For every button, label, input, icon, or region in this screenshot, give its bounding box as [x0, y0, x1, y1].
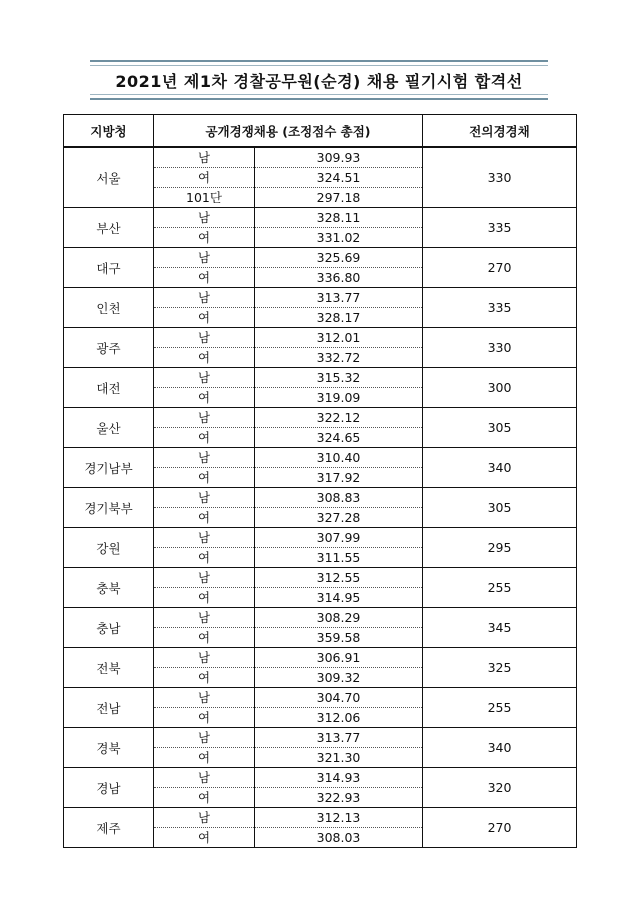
gender-label: 여 [154, 588, 255, 608]
cutoff-score: 325.69 [255, 248, 423, 268]
table-row [64, 488, 577, 508]
cutoff-score: 304.70 [255, 688, 423, 708]
cutoff-score: 312.13 [255, 808, 423, 828]
cutoff-score: 322.93 [255, 788, 423, 808]
gender-label: 남 [154, 528, 255, 548]
transfer-score: 270 [423, 248, 577, 288]
cutoff-score: 332.72 [255, 348, 423, 368]
table-row [64, 808, 577, 828]
cutoff-score: 359.58 [255, 628, 423, 648]
transfer-score: 270 [423, 808, 577, 848]
transfer-score: 320 [423, 768, 577, 808]
cutoff-score: 308.83 [255, 488, 423, 508]
cutoff-table [63, 114, 577, 848]
table-row [64, 328, 577, 348]
gender-label: 여 [154, 468, 255, 488]
cutoff-score: 309.93 [255, 147, 423, 168]
transfer-score: 345 [423, 608, 577, 648]
cutoff-score: 313.77 [255, 728, 423, 748]
table-row [64, 648, 577, 668]
table-row [64, 688, 577, 708]
cutoff-score: 313.77 [255, 288, 423, 308]
cutoff-score: 331.02 [255, 228, 423, 248]
region-name: 부산 [64, 208, 154, 248]
gender-label: 남 [154, 208, 255, 228]
header-region: 지방청 [64, 115, 154, 148]
table-header-row [64, 115, 577, 148]
gender-label: 남 [154, 808, 255, 828]
transfer-score: 305 [423, 488, 577, 528]
gender-label: 101단 [154, 188, 255, 208]
cutoff-score: 308.03 [255, 828, 423, 848]
gender-label: 남 [154, 488, 255, 508]
table-row [64, 728, 577, 748]
gender-label: 남 [154, 147, 255, 168]
gender-label: 남 [154, 728, 255, 748]
transfer-score: 335 [423, 288, 577, 328]
region-name: 전남 [64, 688, 154, 728]
gender-label: 여 [154, 668, 255, 688]
table-row [64, 368, 577, 388]
gender-label: 남 [154, 328, 255, 348]
table-row [64, 528, 577, 548]
region-name: 경남 [64, 768, 154, 808]
cutoff-score: 314.95 [255, 588, 423, 608]
gender-label: 여 [154, 228, 255, 248]
cutoff-score: 312.06 [255, 708, 423, 728]
table-row [64, 248, 577, 268]
cutoff-score: 297.18 [255, 188, 423, 208]
cutoff-score: 307.99 [255, 528, 423, 548]
region-name: 강원 [64, 528, 154, 568]
page-title: 2021년 제1차 경찰공무원(순경) 채용 필기시험 합격선 [115, 71, 523, 91]
table-row [64, 768, 577, 788]
gender-label: 여 [154, 348, 255, 368]
table-row [64, 208, 577, 228]
region-name: 인천 [64, 288, 154, 328]
table-row [64, 568, 577, 588]
transfer-score: 340 [423, 448, 577, 488]
cutoff-score: 328.17 [255, 308, 423, 328]
header-transfer-recruitment: 전의경경채 [423, 115, 577, 148]
region-name: 대전 [64, 368, 154, 408]
table-row [64, 288, 577, 308]
cutoff-score: 328.11 [255, 208, 423, 228]
cutoff-score: 308.29 [255, 608, 423, 628]
gender-label: 여 [154, 268, 255, 288]
gender-label: 남 [154, 568, 255, 588]
gender-label: 남 [154, 368, 255, 388]
cutoff-score: 322.12 [255, 408, 423, 428]
gender-label: 여 [154, 308, 255, 328]
region-name: 울산 [64, 408, 154, 448]
transfer-score: 340 [423, 728, 577, 768]
region-name: 전북 [64, 648, 154, 688]
region-name: 제주 [64, 808, 154, 848]
cutoff-score: 324.51 [255, 168, 423, 188]
gender-label: 여 [154, 388, 255, 408]
gender-label: 여 [154, 508, 255, 528]
gender-label: 남 [154, 648, 255, 668]
region-name: 충북 [64, 568, 154, 608]
transfer-score: 255 [423, 688, 577, 728]
cutoff-score: 310.40 [255, 448, 423, 468]
cutoff-score: 317.92 [255, 468, 423, 488]
gender-label: 여 [154, 748, 255, 768]
cutoff-score: 319.09 [255, 388, 423, 408]
gender-label: 남 [154, 248, 255, 268]
transfer-score: 335 [423, 208, 577, 248]
transfer-score: 330 [423, 147, 577, 208]
cutoff-score: 312.55 [255, 568, 423, 588]
gender-label: 남 [154, 768, 255, 788]
gender-label: 남 [154, 448, 255, 468]
region-name: 광주 [64, 328, 154, 368]
region-name: 서울 [64, 147, 154, 208]
cutoff-score: 315.32 [255, 368, 423, 388]
cutoff-score: 311.55 [255, 548, 423, 568]
gender-label: 남 [154, 608, 255, 628]
region-name: 충남 [64, 608, 154, 648]
table-row [64, 448, 577, 468]
cutoff-score: 327.28 [255, 508, 423, 528]
gender-label: 남 [154, 408, 255, 428]
cutoff-score: 321.30 [255, 748, 423, 768]
gender-label: 여 [154, 168, 255, 188]
gender-label: 여 [154, 788, 255, 808]
gender-label: 여 [154, 628, 255, 648]
gender-label: 여 [154, 708, 255, 728]
gender-label: 여 [154, 828, 255, 848]
transfer-score: 295 [423, 528, 577, 568]
gender-label: 여 [154, 428, 255, 448]
cutoff-score: 324.65 [255, 428, 423, 448]
transfer-score: 305 [423, 408, 577, 448]
cutoff-score: 336.80 [255, 268, 423, 288]
title-box [90, 60, 548, 100]
transfer-score: 300 [423, 368, 577, 408]
cutoff-score: 306.91 [255, 648, 423, 668]
table-row [64, 608, 577, 628]
table-row [64, 408, 577, 428]
gender-label: 남 [154, 688, 255, 708]
region-name: 경기남부 [64, 448, 154, 488]
region-name: 경기북부 [64, 488, 154, 528]
gender-label: 여 [154, 548, 255, 568]
table-row [64, 147, 577, 168]
cutoff-score: 314.93 [255, 768, 423, 788]
region-name: 경북 [64, 728, 154, 768]
cutoff-score: 312.01 [255, 328, 423, 348]
transfer-score: 330 [423, 328, 577, 368]
table-body [64, 147, 577, 848]
cutoff-score: 309.32 [255, 668, 423, 688]
header-open-recruitment: 공개경쟁채용 (조정점수 총점) [154, 115, 423, 148]
region-name: 대구 [64, 248, 154, 288]
gender-label: 남 [154, 288, 255, 308]
transfer-score: 325 [423, 648, 577, 688]
transfer-score: 255 [423, 568, 577, 608]
